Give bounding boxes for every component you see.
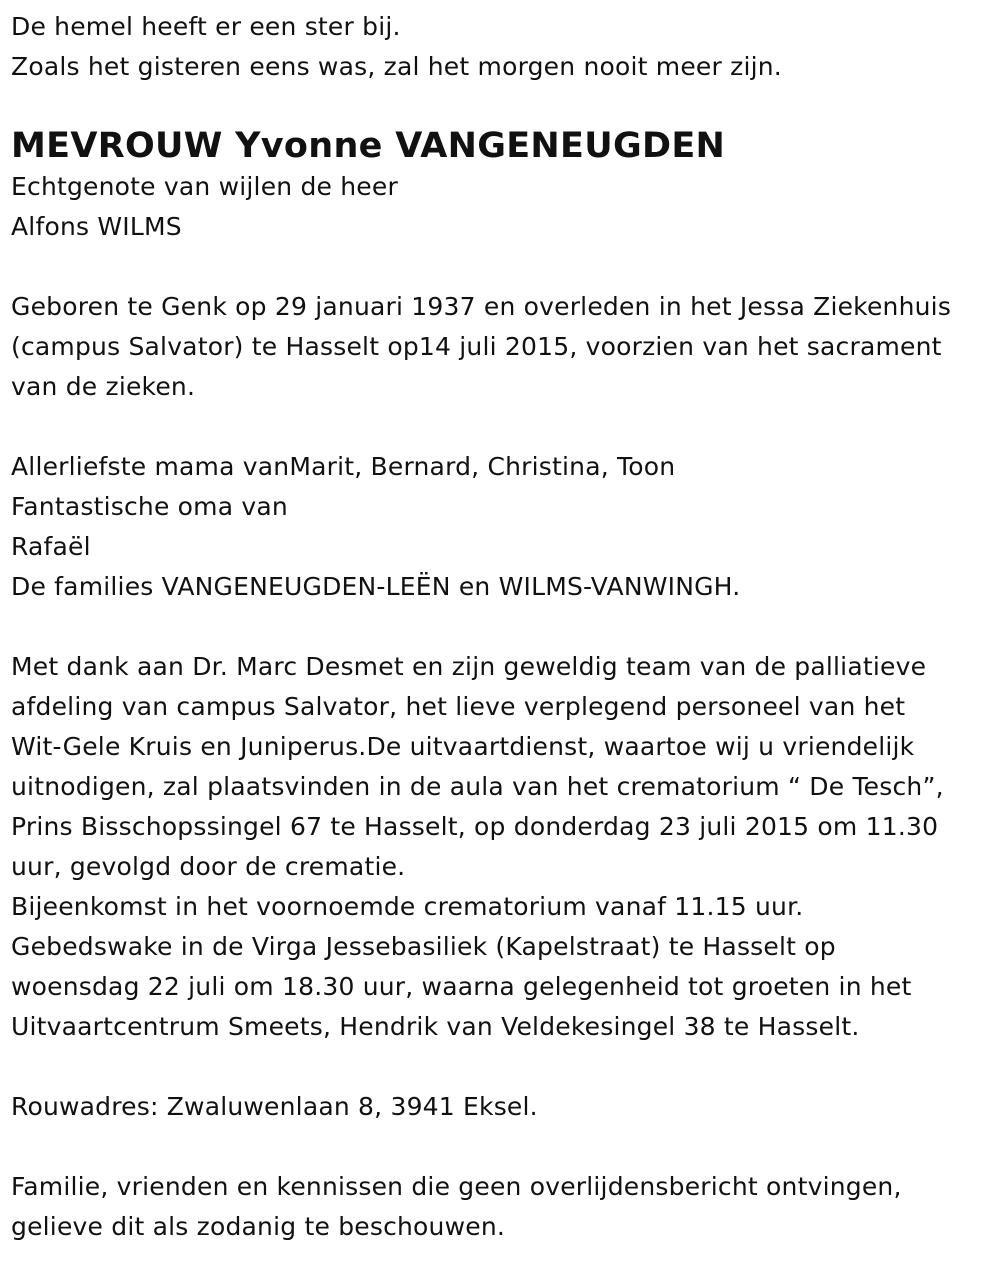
spouse-line: Echtgenote van wijlen de heer — [11, 172, 398, 201]
thanks-line: afdeling van campus Salvator, het lieve verplegend personeel van het — [11, 692, 906, 721]
thanks-line: Uitvaartcentrum Smeets, Hendrik van Veldekesingel 38 te Hasselt. — [11, 1012, 860, 1041]
thanks-line: Bijeenkomst in het voornoemde crematorium vanaf 11.15 uur. — [11, 892, 804, 921]
family-line: Rafaël — [11, 532, 91, 561]
thanks-line: Wit-Gele Kruis en Juniperus.De uitvaartdienst, waartoe wij u vriendelijk — [11, 732, 915, 761]
thanks-line: Met dank aan Dr. Marc Desmet en zijn geweldig team van de palliatieve — [11, 652, 927, 681]
thanks-line: uur, gevolgd door de crematie. — [11, 852, 406, 881]
spacer — [11, 1047, 1000, 1087]
thanks-line: Gebedswake in de Virga Jessebasiliek (Kapelstraat) te Hasselt op — [11, 932, 836, 961]
closing-line: Familie, vrienden en kennissen die geen overlijdensbericht ontvingen, — [11, 1172, 902, 1201]
thanks-line: woensdag 22 juli om 18.30 uur, waarna gelegenheid tot groeten in het — [11, 972, 912, 1001]
closing-section — [11, 1167, 1000, 1247]
birth-line: van de zieken. — [11, 372, 196, 401]
spacer — [11, 407, 1000, 447]
intro-line: Zoals het gisteren eens was, zal het morgen nooit meer zijn. — [11, 52, 782, 81]
spacer — [11, 607, 1000, 647]
family-section — [11, 447, 1000, 607]
intro-line: De hemel heeft er een ster bij. — [11, 12, 401, 41]
thanks-line: Prins Bisschopssingel 67 te Hasselt, op donderdag 23 juli 2015 om 11.30 — [11, 812, 939, 841]
mourning-address: Rouwadres: Zwaluwenlaan 8, 3941 Eksel. — [11, 1092, 538, 1121]
family-line: Fantastische oma van — [11, 492, 288, 521]
intro-section — [11, 7, 1000, 87]
spouse-line: Alfons WILMS — [11, 212, 182, 241]
birth-line: (campus Salvator) te Hasselt op14 juli 2015, voorzien van het sacrament — [11, 332, 942, 361]
deceased-name-title: MEVROUW Yvonne VANGENEUGDEN — [11, 126, 726, 166]
family-line: De families VANGENEUGDEN-LEËN en WILMS-VANWINGH. — [11, 572, 741, 601]
family-line: Allerliefste mama vanMarit, Bernard, Christina, Toon — [11, 452, 676, 481]
closing-line: gelieve dit als zodanig te beschouwen. — [11, 1212, 506, 1241]
spacer — [11, 87, 1000, 125]
spouse-section — [11, 167, 1000, 247]
spacer — [11, 1127, 1000, 1167]
birth-line: Geboren te Genk op 29 januari 1937 en overleden in het Jessa Ziekenhuis — [11, 292, 952, 321]
thanks-line: uitnodigen, zal plaatsvinden in de aula van het crematorium “ De Tesch”, — [11, 772, 944, 801]
thanks-ceremony-section — [11, 647, 1000, 1047]
birth-death-section — [11, 287, 1000, 407]
spacer — [11, 247, 1000, 287]
